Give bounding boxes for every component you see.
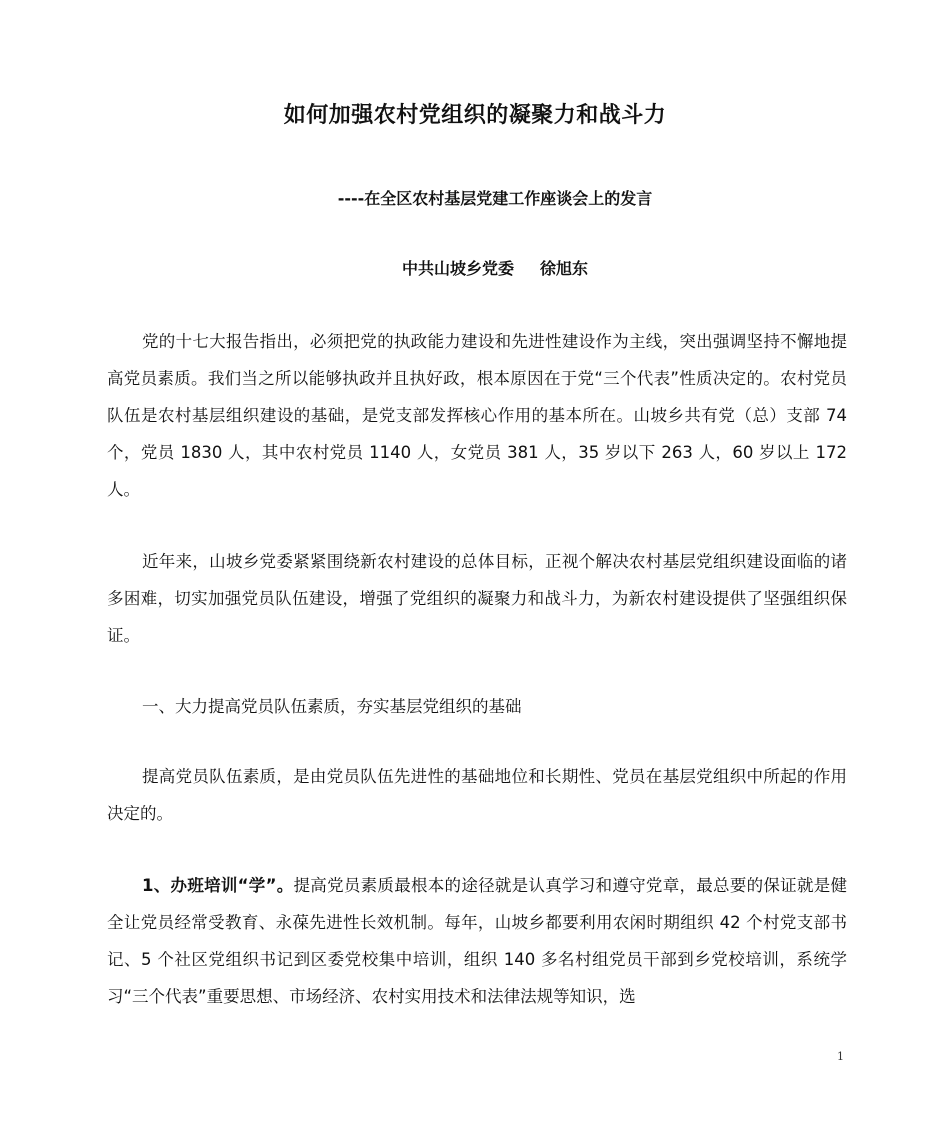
paragraph-intro: 党的十七大报告指出，必须把党的执政能力建设和先进性建设作为主线，突出强调坚持不懈地提高党员素质。我们当之所以能够执政并且执好政，根本原因在于党“三个代表”性质决定的。农村党员队伍是农村基层组织建设的基础，是党支部发挥核心作用的基本所在。山坡乡共有党（总）支部 74 个，党员 1830 人，其中农村党员 1140 人，女党员 381 人，35 岁以下 263 人，60 岁以上 172 人。: [107, 332, 847, 499]
author-organization: 中共山坡乡党委: [401, 259, 514, 278]
paragraph-section-intro: 提高党员队伍素质，是由党员队伍先进性的基础地位和长期性、党员在基层党组织中所起的作用决定的。: [107, 767, 847, 823]
section-heading-1: 一、大力提高党员队伍素质，夯实基层党组织的基础: [142, 697, 522, 716]
subsection-text: 提高党员素质最根本的途径就是认真学习和遵守党章，最总要的保证就是健全让党员经常受教育、永葆先进性长效机制。每年，山坡乡都要利用农闲时期组织 42 个村党支部书记、5 个社区党组织书记到区委党校集中培训，组织 140 多名村组党员干部到乡党校培训，系统学习“三个代表”重要思想、市场经济、农村实用技术和法律法规等知识，选: [107, 876, 848, 1006]
author-name: 徐旭东: [540, 259, 589, 278]
document-title: 如何加强农村党组织的凝聚力和战斗力: [283, 103, 667, 128]
paragraph-overview: 近年来，山坡乡党委紧紧围绕新农村建设的总体目标，正视个解决农村基层党组织建设面临的诸多困难，切实加强党员队伍建设，增强了党组织的凝聚力和战斗力，为新农村建设提供了坚强组织保证。: [107, 552, 847, 645]
paragraph-training: [107, 867, 847, 1015]
subsection-heading: 1、办班培训“学”。: [142, 876, 294, 895]
document-subtitle: ----在全区农村基层党建工作座谈会上的发言: [337, 189, 653, 208]
author-line: [0, 256, 950, 282]
page-number: 1: [837, 1050, 844, 1063]
